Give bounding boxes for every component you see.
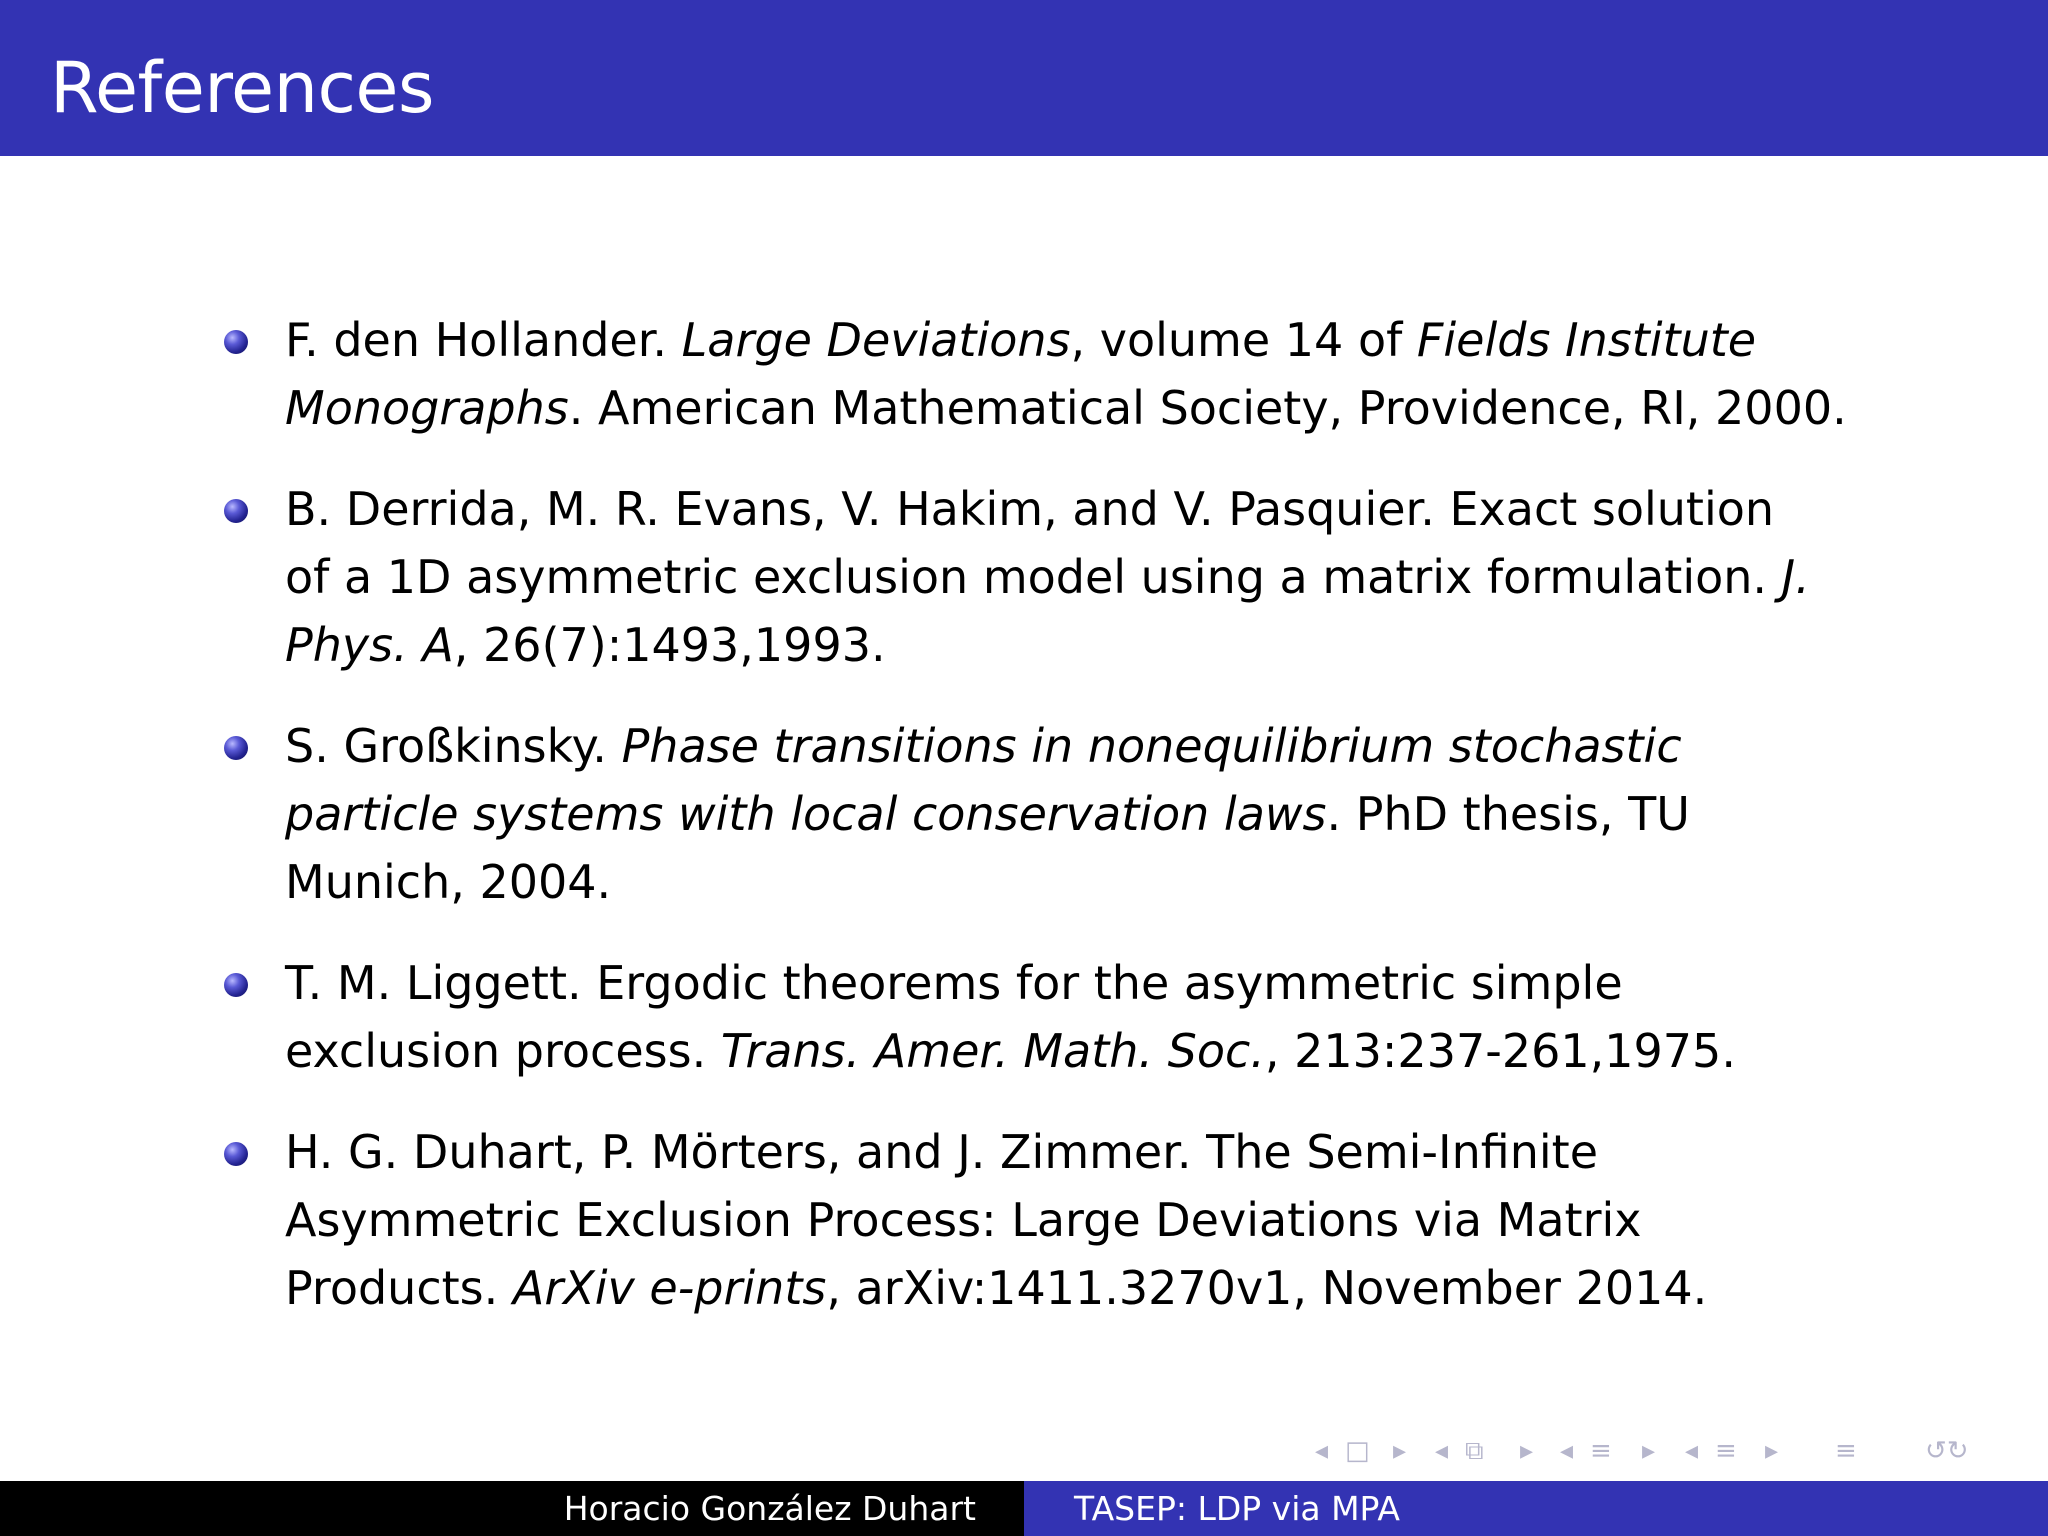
references-list bbox=[220, 306, 1920, 1355]
footer-title-box bbox=[1024, 1481, 2048, 1536]
beamer-navigation-bar bbox=[1315, 1436, 2035, 1466]
nav-next-arrow-icon[interactable]: ▸ bbox=[1642, 1436, 1656, 1466]
frame-title: References bbox=[50, 47, 434, 129]
nav-next-arrow-icon[interactable]: ▸ bbox=[1765, 1436, 1779, 1466]
reference-line bbox=[285, 374, 1920, 442]
reference-line bbox=[285, 1186, 1920, 1254]
bullet-icon bbox=[224, 973, 248, 997]
frame-title-bar bbox=[0, 0, 2048, 156]
reference-line bbox=[285, 475, 1920, 543]
reference-item bbox=[220, 1118, 1920, 1322]
reference-text: , arXiv:1411.3270v1, November 2014. bbox=[826, 1261, 1708, 1315]
nav-align-icon[interactable]: ≡ bbox=[1835, 1436, 1857, 1466]
reference-line bbox=[285, 543, 1920, 611]
reference-line bbox=[285, 780, 1920, 848]
reference-item bbox=[220, 306, 1920, 442]
reference-italic-text: particle systems with local conservation laws bbox=[285, 787, 1327, 841]
reference-line bbox=[285, 306, 1920, 374]
nav-search-icon[interactable]: ↺↻ bbox=[1925, 1436, 1969, 1466]
bullet-icon bbox=[224, 736, 248, 760]
reference-italic-text: ArXiv e-prints bbox=[512, 1261, 827, 1315]
reference-italic-text: Monographs bbox=[285, 381, 569, 435]
reference-italic-text: J. bbox=[1781, 550, 1810, 604]
reference-line bbox=[285, 611, 1920, 679]
reference-text: of a 1D asymmetric exclusion model using a matrix formulation. bbox=[285, 550, 1782, 604]
reference-text: B. Derrida, M. R. Evans, V. Hakim, and V. Pasquier. Exact solution bbox=[285, 482, 1775, 536]
nav-prev-arrow-icon[interactable]: ◂ bbox=[1435, 1436, 1449, 1466]
reference-italic-text: Fields Institute bbox=[1416, 313, 1757, 367]
bullet-icon bbox=[224, 330, 248, 354]
nav-prev-arrow-icon[interactable]: ◂ bbox=[1315, 1436, 1329, 1466]
reference-line bbox=[285, 712, 1920, 780]
reference-text: , volume 14 of bbox=[1070, 313, 1417, 367]
nav-subsection-icon[interactable]: ⧉ bbox=[1465, 1436, 1484, 1466]
reference-item bbox=[220, 712, 1920, 916]
reference-text: Munich, 2004. bbox=[285, 855, 612, 909]
reference-text: H. G. Duhart, P. Mörters, and J. Zimmer. The Semi-Infinite bbox=[285, 1125, 1598, 1179]
reference-line bbox=[285, 1118, 1920, 1186]
bullet-icon bbox=[224, 1142, 248, 1166]
reference-italic-text: Trans. Amer. Math. Soc. bbox=[720, 1024, 1265, 1078]
footer-talk-title: TASEP: LDP via MPA bbox=[1074, 1489, 1400, 1528]
nav-frame-icon[interactable]: □ bbox=[1345, 1436, 1370, 1466]
nav-prev-arrow-icon[interactable]: ◂ bbox=[1685, 1436, 1699, 1466]
reference-italic-text: Phys. A bbox=[285, 618, 454, 672]
reference-line bbox=[285, 1017, 1920, 1085]
footer-author-box bbox=[0, 1481, 1024, 1536]
nav-next-arrow-icon[interactable]: ▸ bbox=[1520, 1436, 1534, 1466]
nav-document-icon[interactable]: ≡ bbox=[1715, 1436, 1737, 1466]
nav-next-arrow-icon[interactable]: ▸ bbox=[1393, 1436, 1407, 1466]
reference-item bbox=[220, 475, 1920, 679]
reference-line bbox=[285, 1254, 1920, 1322]
reference-text: . American Mathematical Society, Providence, RI, 2000. bbox=[568, 381, 1847, 435]
reference-item bbox=[220, 949, 1920, 1085]
reference-text: exclusion process. bbox=[285, 1024, 721, 1078]
reference-line bbox=[285, 949, 1920, 1017]
bullet-icon bbox=[224, 499, 248, 523]
reference-text: , 213:237-261,1975. bbox=[1264, 1024, 1736, 1078]
nav-section-icon[interactable]: ≡ bbox=[1590, 1436, 1612, 1466]
reference-text: S. Großkinsky. bbox=[285, 719, 622, 773]
reference-line bbox=[285, 848, 1920, 916]
reference-italic-text: Phase transitions in nonequilibrium stochastic bbox=[621, 719, 1682, 773]
footer-author: Horacio González Duhart bbox=[563, 1489, 976, 1528]
reference-text: . PhD thesis, TU bbox=[1326, 787, 1690, 841]
reference-text: Products. bbox=[285, 1261, 513, 1315]
reference-text: , 26(7):1493,1993. bbox=[453, 618, 886, 672]
reference-text: F. den Hollander. bbox=[285, 313, 682, 367]
reference-text: Asymmetric Exclusion Process: Large Deviations via Matrix bbox=[285, 1193, 1642, 1247]
nav-prev-arrow-icon[interactable]: ◂ bbox=[1560, 1436, 1574, 1466]
reference-text: T. M. Liggett. Ergodic theorems for the asymmetric simple bbox=[285, 956, 1623, 1010]
reference-italic-text: Large Deviations bbox=[681, 313, 1071, 367]
